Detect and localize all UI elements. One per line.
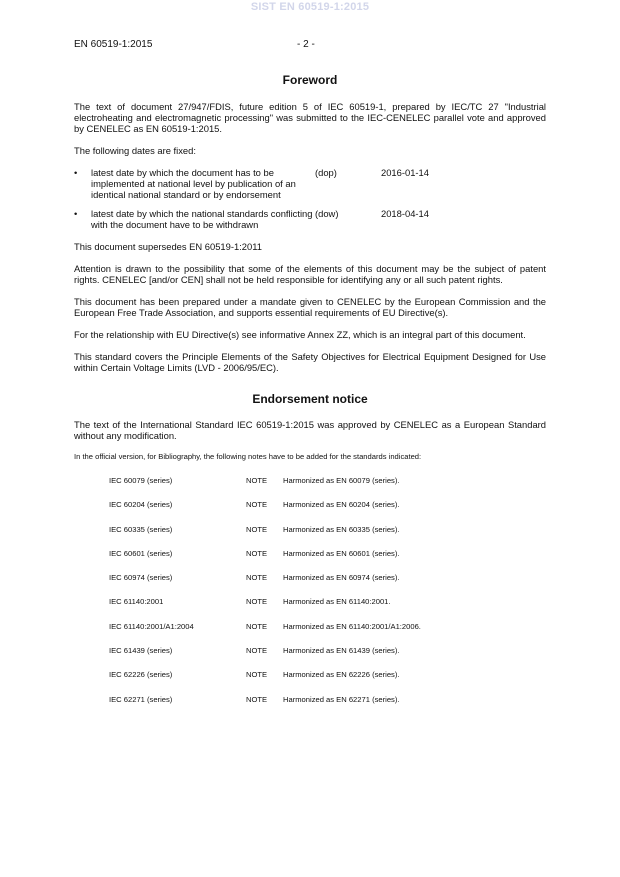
- note-standard: IEC 61140:2001: [109, 597, 164, 607]
- date-description: latest date by which the document has to be implemented at national level by publication of an identical national standard or by endorsement: [91, 167, 296, 200]
- date-value: 2016-01-14: [381, 167, 429, 178]
- note-text: Harmonized as EN 62226 (series).: [283, 670, 400, 680]
- note-standard: IEC 62226 (series): [109, 670, 173, 680]
- note-label: NOTE: [246, 573, 268, 583]
- date-description: latest date by which the national standards conflicting with the document have to be withdrawn: [91, 208, 313, 230]
- note-standard: IEC 60204 (series): [109, 500, 173, 510]
- attention-text: Attention is drawn to the possibility that some of the elements of this document may be the subject of patent rights. CENELEC [and/or CEN] shall not be held responsible for identifying any or all such patent rights.: [74, 263, 546, 285]
- note-label: NOTE: [246, 646, 268, 656]
- note-standard: IEC 60079 (series): [109, 476, 173, 485]
- bullet: •: [74, 208, 78, 219]
- note-standard: IEC 62271 (series): [109, 694, 173, 704]
- note-row: [74, 646, 546, 670]
- notes-intro: In the official version, for Bibliography, the following notes have to be added for the standards indicated:: [74, 452, 422, 461]
- date-abbr: (dow): [315, 208, 339, 219]
- note-row: [74, 573, 546, 597]
- note-text: Harmonized as EN 61439 (series).: [283, 646, 400, 656]
- note-label: NOTE: [246, 621, 268, 631]
- page-content: [74, 74, 546, 719]
- bullet: •: [74, 167, 78, 178]
- mandate-text: This document has been prepared under a mandate given to CENELEC by the European Commission and the European Free Trade Association, and supports essential requirements of EU Directive(s).: [74, 296, 546, 318]
- page-number: - 2 -: [297, 39, 315, 50]
- note-label: NOTE: [246, 597, 268, 607]
- note-label: NOTE: [246, 670, 268, 680]
- date-abbr: (dop): [315, 167, 337, 178]
- foreword-intro: The text of document 27/947/FDIS, future edition 5 of IEC 60519-1, prepared by IEC/TC 27 "Industrial electroheating and electromagnetic processing" was submitted to the IEC-CENELEC parallel vote and approved by CENELEC as EN 60519-1:2015.: [74, 101, 546, 134]
- note-text: Harmonized as EN 60079 (series).: [283, 476, 400, 485]
- note-standard: IEC 61439 (series): [109, 646, 173, 656]
- note-text: Harmonized as EN 62271 (series).: [283, 694, 400, 704]
- supersedes-text: This document supersedes EN 60519-1:2011: [74, 241, 262, 252]
- note-text: Harmonized as EN 61140:2001/A1:2006.: [283, 621, 421, 631]
- date-row-dow: [74, 208, 546, 230]
- note-label: NOTE: [246, 694, 268, 704]
- note-row: [74, 549, 546, 573]
- note-standard: IEC 61140:2001/A1:2004: [109, 621, 194, 631]
- note-label: NOTE: [246, 476, 268, 485]
- note-standard: IEC 60335 (series): [109, 524, 173, 534]
- watermark: SIST EN 60519-1:2015: [250, 1, 370, 13]
- relationship-text: For the relationship with EU Directive(s) see informative Annex ZZ, which is an integral part of this document.: [74, 329, 526, 340]
- date-value: 2018-04-14: [381, 208, 429, 219]
- dates-intro: The following dates are fixed:: [74, 145, 196, 156]
- note-row: [74, 695, 546, 719]
- date-row-dop: [74, 167, 546, 200]
- bibliography-notes: [74, 476, 546, 719]
- note-row: [74, 500, 546, 524]
- note-row: [74, 525, 546, 549]
- note-label: NOTE: [246, 500, 268, 510]
- note-row: [74, 476, 546, 500]
- note-text: Harmonized as EN 60601 (series).: [283, 548, 400, 558]
- note-row: [74, 670, 546, 694]
- foreword-title: Foreword: [282, 73, 338, 87]
- endorsement-text: The text of the International Standard IEC 60519-1:2015 was approved by CENELEC as a European Standard without any modification.: [74, 419, 546, 441]
- note-text: Harmonized as EN 60204 (series).: [283, 500, 400, 510]
- note-row: [74, 622, 546, 646]
- header-doc-id: EN 60519-1:2015: [74, 39, 153, 50]
- note-standard: IEC 60601 (series): [109, 548, 173, 558]
- note-text: Harmonized as EN 60335 (series).: [283, 524, 400, 534]
- note-standard: IEC 60974 (series): [109, 573, 173, 583]
- endorsement-title: Endorsement notice: [252, 392, 368, 406]
- note-label: NOTE: [246, 548, 268, 558]
- note-label: NOTE: [246, 524, 268, 534]
- note-text: Harmonized as EN 61140:2001.: [283, 597, 391, 607]
- note-row: [74, 597, 546, 621]
- covers-text: This standard covers the Principle Elements of the Safety Objectives for Electrical Equipment Designed for Use within Certain Voltage Limits (LVD - 2006/95/EC).: [74, 351, 546, 373]
- note-text: Harmonized as EN 60974 (series).: [283, 573, 400, 583]
